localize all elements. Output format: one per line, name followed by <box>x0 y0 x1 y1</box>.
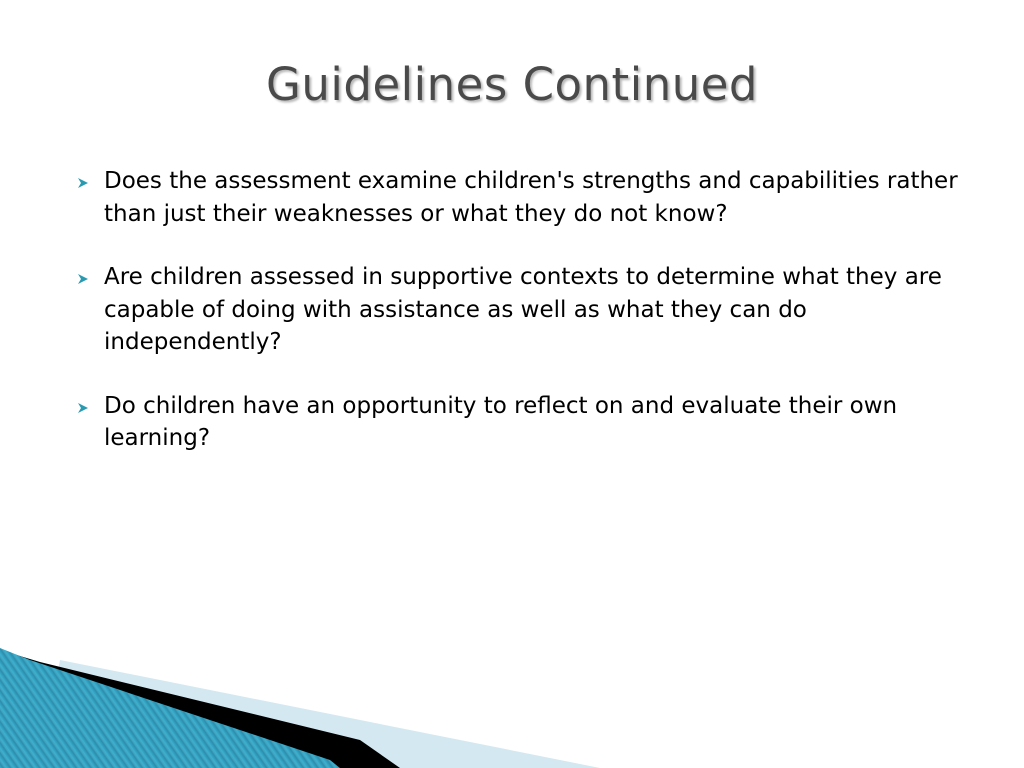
bullet-text: Does the assessment examine children's strengths and capabilities rather than just their weaknesses or what they do not know? <box>104 168 958 227</box>
bullet-text: Do children have an opportunity to reflect on and evaluate their own learning? <box>104 392 898 451</box>
bullet-text: Are children assessed in supportive contexts to determine what they are capable of doing with assistance as well as what they can do independently? <box>104 264 942 355</box>
slide-title: Guidelines Continued <box>265 58 758 111</box>
